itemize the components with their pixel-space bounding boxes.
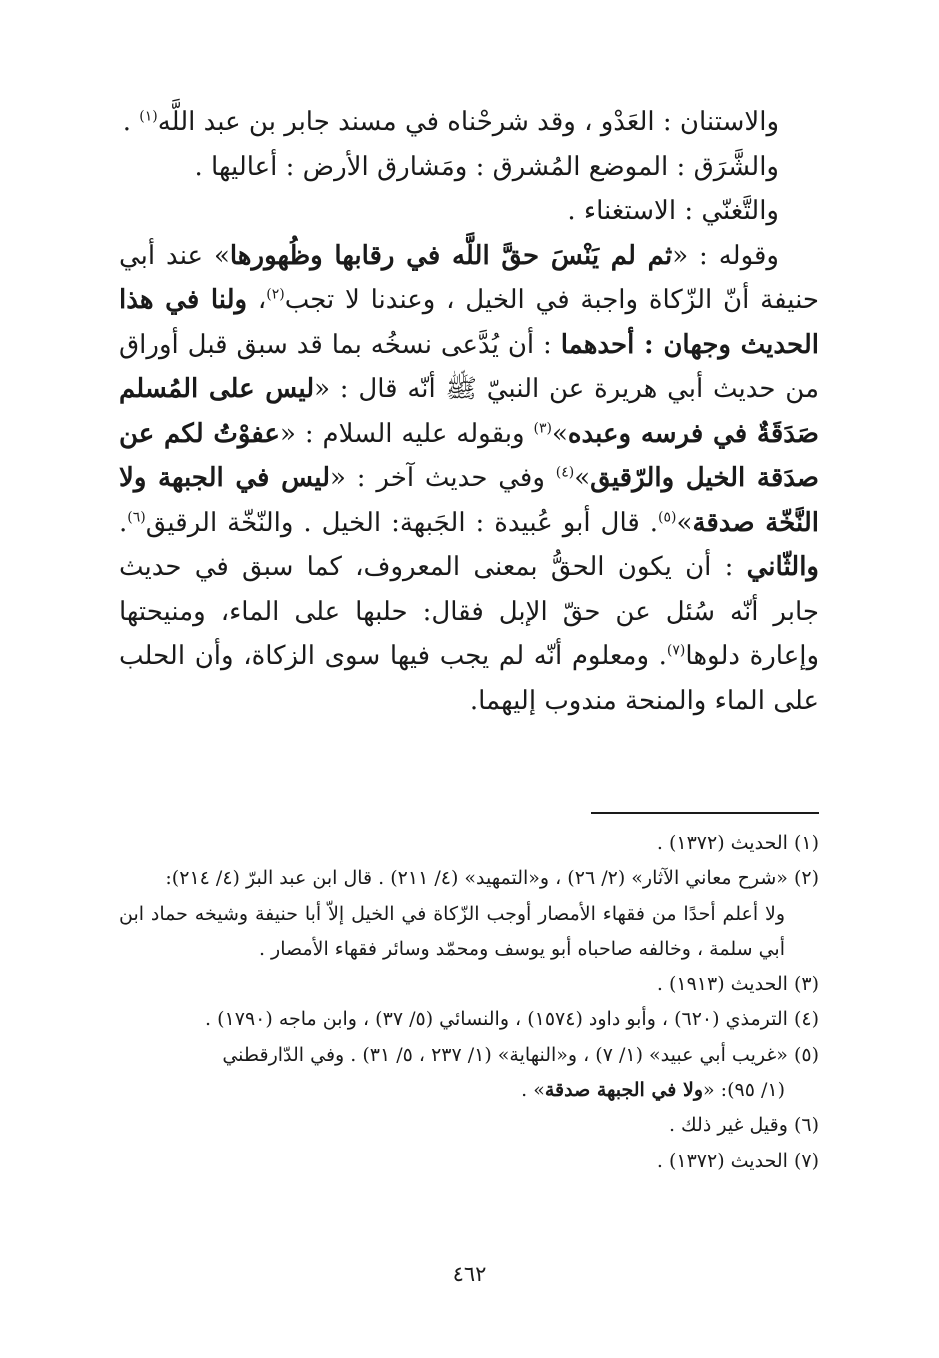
text-run: ، <box>247 285 267 315</box>
paragraph-4 <box>119 234 819 724</box>
text-run: وبقوله عليه السلام : « <box>279 418 534 449</box>
text-run: . قال أبو عُبيدة : الجَبهة: الخيل . والنّخّة الرقيق <box>145 507 659 538</box>
bold-heading-two-aspects: ولنا في هذا الحديث وجهان : أحدهما <box>119 285 819 360</box>
page-number: ٤٦٢ <box>452 1262 487 1286</box>
footnote-ref-6: (٦) <box>127 508 146 525</box>
text-run: وفي حديث آخر : « <box>330 463 556 493</box>
footnote-7: (٧) الحديث (١٣٧٢) . <box>656 1149 819 1172</box>
footnote-ref-2: (٢) <box>266 286 285 303</box>
text-run: » . <box>521 1079 545 1102</box>
footnote-2: (٢) «شرح معاني الآثار» (٢/ ٢٦) ، و«التمهيد» (٤/ ٢١١) . قال ابن عبد البرّ (٤/ ٢١٤): <box>165 867 819 890</box>
footnote-1: (١) الحديث (١٣٧٢) . <box>656 832 819 854</box>
text-run: » <box>676 507 693 538</box>
footnote-ref-3: (٣) <box>533 419 552 436</box>
text-run: » <box>551 418 568 449</box>
footnote-2-continuation: ولا أعلم أحدًا من فقهاء الأمصار أوجب الزّكاة في الخيل إلاّ أبا حنيفة وشيخه حماد ابن أبي سلمة ، وخالفه صاحباه أبو يوسف ومحمّد وسائر فقهاء الأمصار . <box>119 902 785 960</box>
footnote-6: (٦) وقيل غير ذلك . <box>668 1114 819 1137</box>
text-run: . <box>119 507 128 538</box>
bold-quote: ولا في الجبهة صدقة <box>544 1079 703 1102</box>
footnotes <box>119 826 819 1179</box>
paragraph-2: والشَّرَق : الموضع المُشرق : ومَشارق الأرض : أعاليها . <box>194 151 779 182</box>
paragraph-1-end: . <box>122 107 140 137</box>
footnote-5: (٥) «غريب أبي عبيد» (١/ ٧) ، و«النهاية» (١/ ٢٣٧ ، ٥/ ٣١) . وفي الدّارقطني <box>222 1043 819 1066</box>
bold-quote-1: ثم لم يَنْسَ حقَّ اللَّه في رقابها وظُهورها <box>229 240 673 271</box>
footnote-4: (٤) الترمذي (٦٢٠) ، وأبو داود (١٥٧٤) ، والنسائي (٥/ ٣٧) ، وابن ماجه (١٧٩٠) . <box>205 1008 819 1031</box>
text-run: (١/ ٩٥): « <box>703 1079 785 1102</box>
footnote-3: (٣) الحديث (١٩١٣) . <box>656 973 819 996</box>
paragraph-1-text: والاستنان : العَدْو ، وقد شرحْناه في مسند جابر بن عبد اللَّه <box>157 107 779 137</box>
footnote-ref-4: (٤) <box>555 464 575 481</box>
paragraph-1 <box>119 100 819 145</box>
text-run: : أن يُدَّعى نسخُه بما قد سبق قبل أوراق من حديث أبي هريرة عن النبيّ ﷺ أنّه قال : « <box>119 329 820 404</box>
bold-second-aspect: والثّاني <box>746 552 819 582</box>
text-run: : أن يكون الحقُّ بمعنى المعروف، كما سبق في حديث جابر أنّه سُئل عن حقّ الإبل فقال: حلبها على الماء، ومنيحتها وإعارة دلوها <box>119 552 819 671</box>
footnote-separator <box>591 812 819 814</box>
bold-quote-3: عفوْتُ لكم عن صدَقة الخيل والرّقيق <box>119 418 819 493</box>
main-text <box>119 100 819 723</box>
bold-quote-2: ليس على المُسلم صَدَقَةٌ في فرسه وعبده <box>119 374 819 449</box>
footnote-ref-1: (١) <box>139 108 158 125</box>
bold-quote-4: ليس في الجبهة ولا النَّخّة صدقة <box>119 463 820 538</box>
paragraph-3: والتَّغنّي : الاستغناء . <box>567 196 779 226</box>
footnote-ref-5: (٥) <box>658 508 677 525</box>
text-run: » <box>574 463 591 493</box>
text-run: » عند أبي حنيفة أنّ الزّكاة واجبة في الخيل ، وعندنا لا تجب <box>119 240 819 315</box>
footnote-5-continuation <box>119 1073 819 1108</box>
footnote-ref-7: (٧) <box>666 642 686 659</box>
text-run: وقوله : « <box>672 240 779 271</box>
text-run: . ومعلوم أنّه لم يجب فيها سوى الزكاة، وأن الحلب على الماء والمنحة مندوب إليهما. <box>119 641 819 716</box>
footnote-separator-area <box>119 812 819 814</box>
